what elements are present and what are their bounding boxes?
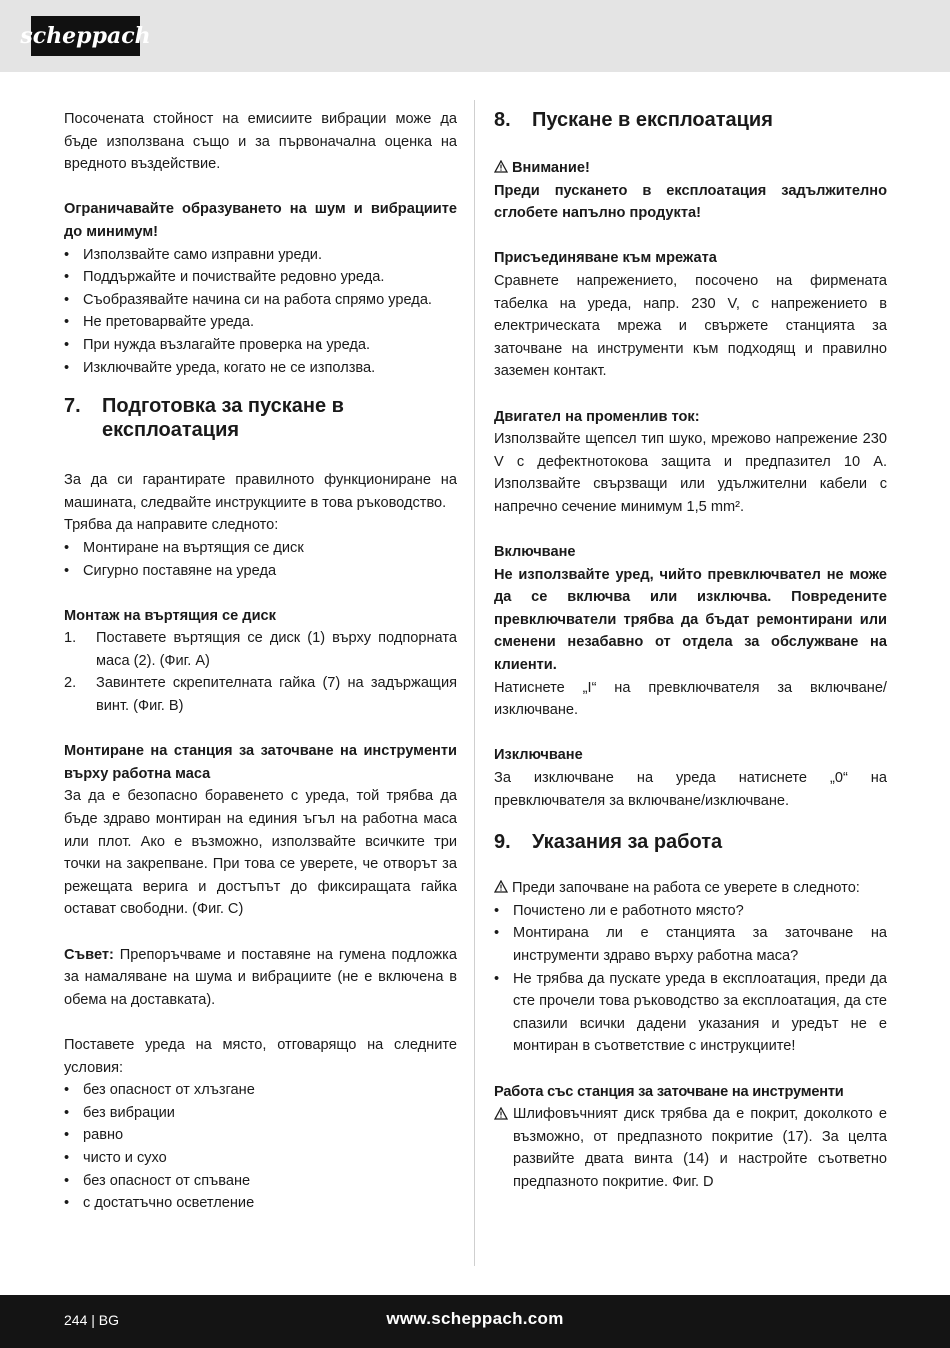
page-number: 244 | BG xyxy=(64,1312,120,1328)
section-title: Подготовка за пускане в експлоатация xyxy=(102,395,344,442)
work-intro xyxy=(494,877,887,900)
list-item: • Не трябва да пускате уреда в експлоатация, преди да сте прочели това ръководство за експлоатация, да сте спазили всички дадени указания и уредът не е монтиран в съответствие с инструкциите! xyxy=(494,968,887,1058)
list-item: • Не претоварвайте уреда. xyxy=(64,311,457,334)
noise-heading: Ограничавайте образуването на шум и вибрациите до минимум! xyxy=(64,201,457,240)
motor-heading: Двигател на променлив ток: xyxy=(494,408,700,425)
website-url[interactable]: www.scheppach.com xyxy=(386,1309,564,1328)
tip-text: Препоръчваме и поставяне на гумена подложка за намаляване на шума и вибрациите (не е включена в обема на доставката). xyxy=(64,946,457,1008)
attention-label-row xyxy=(494,157,887,180)
section-title: Указания за работа xyxy=(532,831,723,854)
list-item: 2. Завинтете скрепителната гайка (7) на задържащия винт. (Фиг. B) xyxy=(64,675,457,715)
list-item: • Използвайте само изправни уреди. xyxy=(64,244,457,267)
sec7-list xyxy=(64,537,457,582)
list-item: • Поддържайте и почиствайте редовно уреда. xyxy=(64,266,457,289)
attention-label: Внимание! xyxy=(512,160,590,176)
place-list xyxy=(64,1079,457,1215)
list-item: • Изключвайте уреда, когато не се използва. xyxy=(64,357,457,380)
list-item: • Монтирана ли е станцията за заточване на инструменти здраво върху работна маса? xyxy=(494,922,887,967)
mount-heading: Монтаж на въртящия се диск xyxy=(64,607,276,624)
mount-steps xyxy=(64,627,457,717)
footer-bar xyxy=(0,1295,950,1348)
station-text: За да е безопасно боравенето с уреда, той трябва да бъде здраво монтиран на единия ъгъл на работна маса или плот. Ако е възможно, използвайте всичките три точки на закрепване. При това се уверете, че отворът за режещата верига и достъпът до фиксиращата гайка остават свободни. (Фиг. C) xyxy=(64,788,457,918)
work-list xyxy=(494,900,887,1058)
off-text: За изключване на уреда натиснете „0“ на превключвателя за включване/изключване. xyxy=(494,770,887,809)
noise-list xyxy=(64,244,457,380)
warning-icon xyxy=(494,160,508,173)
list-item: • Съобразявайте начина си на работа спрямо уреда. xyxy=(64,289,457,312)
list-item: • без вибрации xyxy=(64,1102,457,1125)
warning-icon xyxy=(494,880,508,893)
list-item: • с достатъчно осветление xyxy=(64,1192,457,1215)
vibration-paragraph: Посочената стойност на емисиите вибрации може да бъде използвана също и за първоначална оценка на вредното въздействие. xyxy=(64,111,457,173)
motor-text: Използвайте щепсел тип шуко, мрежово напрежение 230 V с дефектнотокова защита и предпазител 10 A. Използвайте свързващи или удължителни кабели с напречно сечение минимум 1,5 mm². xyxy=(494,431,887,515)
mains-text: Сравнете напрежението, посочено на фирмената табелка на уреда, напр. 230 V, с напрежението в електрическата мрежа и свържете станцията за заточване на инструменти към подходящ и правилно заземен контакт. xyxy=(494,272,887,380)
warning-icon xyxy=(494,1107,508,1120)
off-heading: Изключване xyxy=(494,747,583,764)
work-intro-text: Преди започване на работа се уверете в следното: xyxy=(512,880,860,897)
sec7-todo: Трябва да направите следното: xyxy=(64,517,279,534)
header-band xyxy=(0,0,950,72)
on-text: Натиснете „I“ на превключвателя за включване/ изключване. xyxy=(494,679,887,719)
list-item: • равно xyxy=(64,1124,457,1147)
list-item: • Сигурно поставяне на уреда xyxy=(64,560,457,583)
section-number: 9. xyxy=(494,831,511,854)
list-item: • чисто и сухо xyxy=(64,1147,457,1170)
section-title: Пускане в експлоатация xyxy=(532,109,773,131)
attention-text: Преди пускането в експлоатация задължително сглобете напълно продукта! xyxy=(494,182,887,222)
section-8-heading xyxy=(494,108,887,132)
tip-paragraph xyxy=(64,944,457,1012)
tip-label: Съвет: xyxy=(64,946,114,963)
list-item: • без опасност от хлъзгане xyxy=(64,1079,457,1102)
scheppach-logo: scheppach xyxy=(31,16,140,56)
list-item: • без опасност от спъване xyxy=(64,1170,457,1193)
section-9-heading xyxy=(494,830,887,854)
section-7-heading xyxy=(64,394,457,442)
column-divider xyxy=(474,100,475,1266)
disc-warning xyxy=(494,1103,887,1193)
section-number: 8. xyxy=(494,109,511,131)
section-number: 7. xyxy=(64,395,81,418)
disc-text: Шлифовъчният диск трябва да е покрит, доколкото е възможно, от предпазното покритие (17). За целта развийте двата винта (14) и настройте съответно предпазното покритие. Фиг. D xyxy=(513,1106,887,1190)
place-text: Поставете уреда на място, отговарящо на следните условия: xyxy=(64,1036,457,1076)
station-work-heading: Работа със станция за заточване на инструменти xyxy=(494,1083,844,1100)
on-warning: Не използвайте уред, чийто превключвател не може да се включва или изключва. Повредените превключватели трябва да бъдат ремонтирани или сменени незабавно от отдела за обслужване на клиенти. xyxy=(494,566,887,674)
mains-heading: Присъединяване към мрежата xyxy=(494,250,717,267)
sec7-intro: За да си гарантирате правилното функциониране на машината, следвайте инструкциите в това ръководство. xyxy=(64,472,457,511)
left-column xyxy=(64,108,457,1215)
list-item: 1. Поставете въртящия се диск (1) върху подпорната маса (2). (Фиг. A) xyxy=(64,630,457,669)
station-heading: Монтиране на станция за заточване на инструменти върху работна маса xyxy=(64,743,457,782)
list-item: • Почистено ли е работното място? xyxy=(494,900,887,923)
list-item: • Монтиране на въртящия се диск xyxy=(64,537,457,560)
on-heading: Включване xyxy=(494,544,576,561)
list-item: • При нужда възлагайте проверка на уреда. xyxy=(64,334,457,357)
right-column xyxy=(494,108,887,1194)
